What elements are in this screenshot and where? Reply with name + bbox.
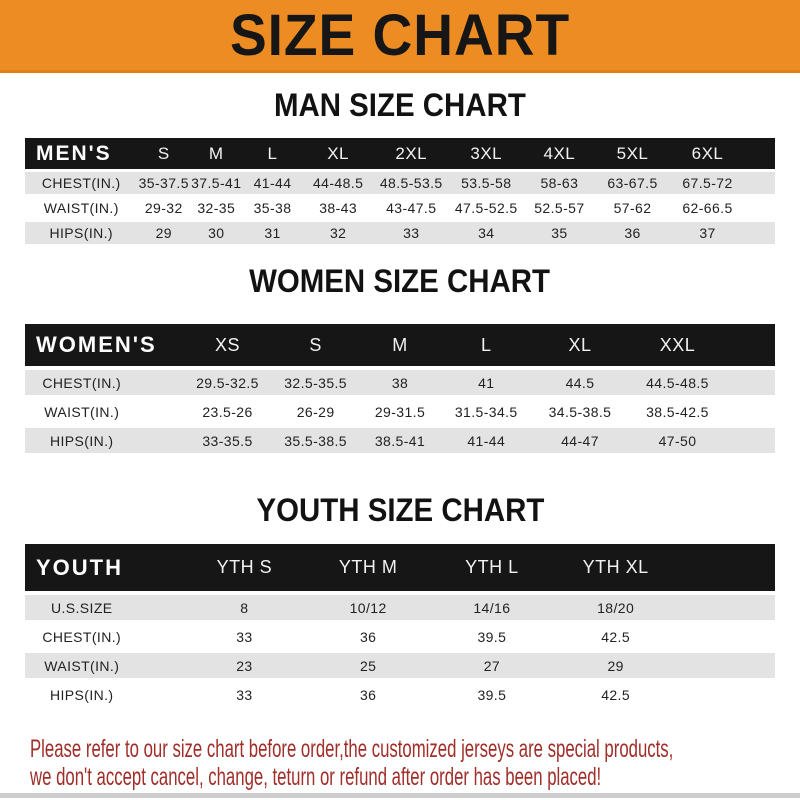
column-header: L <box>267 143 278 163</box>
value-cell: 14/16 <box>473 599 511 616</box>
value-cell: 35.5-38.5 <box>284 432 347 449</box>
value-cell: 58-63 <box>540 175 579 191</box>
youth-size-table <box>25 544 775 707</box>
value-cell: 32-35 <box>197 200 236 216</box>
column-header: 6XL <box>691 143 724 163</box>
value-cell: 47-50 <box>658 432 697 449</box>
women-table-header-row <box>25 324 775 366</box>
row-label: HIPS(IN.) <box>50 432 114 449</box>
row-label: WAIST(IN.) <box>43 200 119 216</box>
value-cell: 43-47.5 <box>386 200 437 216</box>
value-cell: 36 <box>624 225 641 241</box>
footer-note <box>30 735 800 791</box>
banner <box>0 0 800 73</box>
value-cell: 23.5-26 <box>202 403 253 420</box>
value-cell: 36 <box>359 628 377 645</box>
value-cell: 44.5-48.5 <box>646 374 709 391</box>
row-label: HIPS(IN.) <box>49 225 113 241</box>
value-cell: 29 <box>155 225 172 241</box>
table-corner-label: YOUTH <box>36 554 123 580</box>
value-cell: 41-44 <box>253 175 292 191</box>
youth-table-header-row <box>25 544 775 591</box>
value-cell: 23 <box>236 657 253 674</box>
men-section-heading <box>0 88 800 122</box>
column-header: 3XL <box>470 143 503 163</box>
women-size-table <box>25 324 775 453</box>
youth-table-body <box>25 595 775 707</box>
value-cell: 57-62 <box>613 200 652 216</box>
column-header: 4XL <box>543 143 576 163</box>
value-cell: 62-66.5 <box>682 200 733 216</box>
value-cell: 33 <box>236 628 253 645</box>
column-header: YTH XL <box>582 557 649 577</box>
value-cell: 29-31.5 <box>374 403 426 420</box>
table-row <box>25 624 775 649</box>
value-cell: 42.5 <box>601 686 631 703</box>
column-header: YTH M <box>338 557 398 577</box>
value-cell: 67.5-72 <box>682 175 733 191</box>
section-youth <box>0 493 800 707</box>
value-cell: 41-44 <box>467 432 506 449</box>
table-corner-label: WOMEN'S <box>36 332 157 357</box>
column-header: S <box>309 334 322 355</box>
value-cell: 31 <box>264 225 281 241</box>
column-header: 5XL <box>616 143 649 163</box>
table-row <box>25 222 775 244</box>
value-cell: 31.5-34.5 <box>454 403 518 420</box>
value-cell: 25 <box>359 657 377 674</box>
value-cell: 29.5-32.5 <box>196 374 259 391</box>
men-table-header-row <box>25 138 775 169</box>
value-cell: 37 <box>699 225 716 241</box>
value-cell: 29-32 <box>144 200 183 216</box>
value-cell: 38.5-42.5 <box>646 403 709 420</box>
value-cell: 37.5-41 <box>191 175 242 191</box>
value-cell: 36 <box>359 686 377 703</box>
value-cell: 53.5-58 <box>461 175 512 191</box>
women-section-heading <box>0 264 800 298</box>
table-row <box>25 595 775 620</box>
banner-title: SIZE CHART <box>229 2 571 68</box>
value-cell: 29 <box>607 657 624 674</box>
column-header: M <box>208 143 224 163</box>
table-row <box>25 653 775 678</box>
value-cell: 27 <box>483 657 501 674</box>
column-header: YTH L <box>465 557 519 577</box>
value-cell: 35-37.5 <box>138 175 189 191</box>
column-header: XS <box>214 334 240 355</box>
table-row <box>25 197 775 219</box>
women-table-body <box>25 370 775 453</box>
value-cell: 44-47 <box>561 432 599 449</box>
youth-section-heading <box>0 493 800 527</box>
value-cell: 44.5 <box>565 374 595 391</box>
value-cell: 10/12 <box>349 599 387 616</box>
value-cell: 32 <box>329 225 347 241</box>
value-cell: 48.5-53.5 <box>379 175 443 191</box>
value-cell: 38.5-41 <box>374 432 426 449</box>
men-section-heading-text: MAN SIZE CHART <box>274 87 526 123</box>
row-label: WAIST(IN.) <box>44 657 120 674</box>
value-cell: 34 <box>478 225 495 241</box>
row-label: WAIST(IN.) <box>44 403 120 420</box>
table-row <box>25 682 775 707</box>
value-cell: 42.5 <box>601 628 631 645</box>
row-label: U.S.SIZE <box>50 599 113 616</box>
value-cell: 18/20 <box>597 599 635 616</box>
value-cell: 47.5-52.5 <box>454 200 518 216</box>
value-cell: 52.5-57 <box>534 200 585 216</box>
value-cell: 39.5 <box>477 686 507 703</box>
section-men <box>0 88 800 244</box>
value-cell: 33 <box>403 225 420 241</box>
youth-section-heading-text: YOUTH SIZE CHART <box>256 492 544 528</box>
column-header: YTH S <box>216 557 273 577</box>
value-cell: 35-38 <box>253 200 292 216</box>
column-header: XL <box>568 334 592 355</box>
row-label: CHEST(IN.) <box>41 175 121 191</box>
column-header: M <box>392 334 408 355</box>
table-row <box>25 428 775 453</box>
row-label: CHEST(IN.) <box>42 374 122 391</box>
value-cell: 35 <box>551 225 568 241</box>
value-cell: 33-35.5 <box>202 432 253 449</box>
bottom-strip <box>0 793 800 798</box>
row-label: HIPS(IN.) <box>50 686 114 703</box>
value-cell: 30 <box>208 225 225 241</box>
section-women <box>0 264 800 453</box>
column-header: 2XL <box>395 143 428 163</box>
value-cell: 38-43 <box>319 200 358 216</box>
table-row <box>25 172 775 194</box>
men-table-body <box>25 172 775 244</box>
value-cell: 26-29 <box>296 403 335 420</box>
note-line-1: Please refer to our size chart before order,the customized jerseys are special products, <box>30 735 674 763</box>
men-size-table <box>25 138 775 244</box>
column-header: XL <box>327 143 350 163</box>
note-line-2: we don't accept cancel, change, teturn or refund after order has been placed! <box>30 763 602 791</box>
column-header: S <box>157 143 170 163</box>
table-row <box>25 399 775 424</box>
women-section-heading-text: WOMEN SIZE CHART <box>249 263 551 299</box>
row-label: CHEST(IN.) <box>42 628 122 645</box>
table-corner-label: MEN'S <box>36 141 112 165</box>
value-cell: 39.5 <box>477 628 507 645</box>
value-cell: 8 <box>240 599 249 616</box>
value-cell: 63-67.5 <box>607 175 658 191</box>
value-cell: 38 <box>391 374 409 391</box>
column-header: XXL <box>659 334 696 355</box>
table-row <box>25 370 775 395</box>
value-cell: 41 <box>478 374 495 391</box>
value-cell: 34.5-38.5 <box>548 403 612 420</box>
value-cell: 32.5-35.5 <box>284 374 347 391</box>
value-cell: 33 <box>236 686 253 703</box>
value-cell: 44-48.5 <box>312 175 364 191</box>
column-header: L <box>480 334 492 355</box>
